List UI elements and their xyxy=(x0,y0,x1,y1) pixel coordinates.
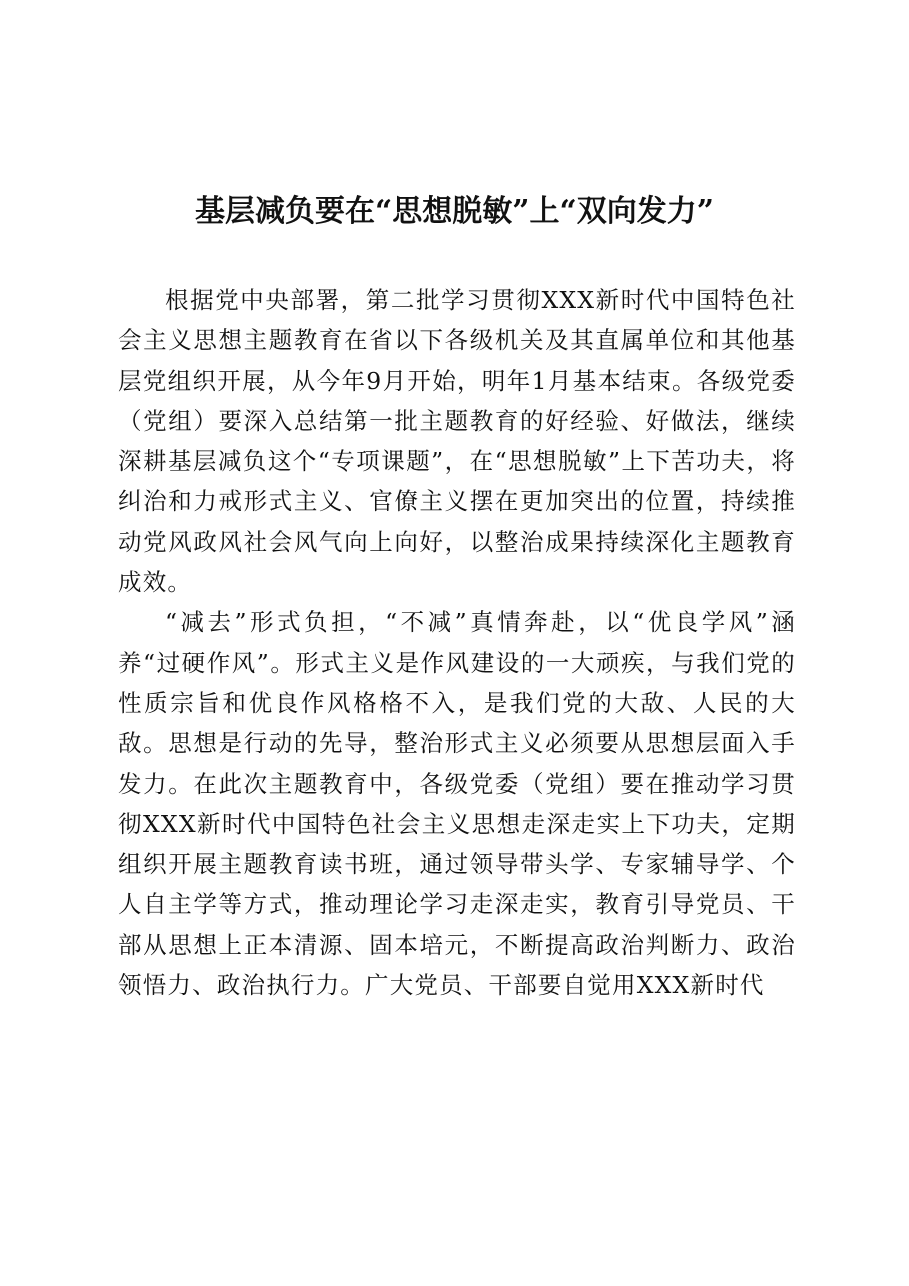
paragraph-1: 根据党中央部署，第二批学习贯彻XXX新时代中国特色社会主义思想主题教育在省以下各级机关及其直属单位和其他基层党组织开展，从今年9月开始，明年1月基本结束。各级党委（党组）要深入总结第一批主题教育的好经验、好做法，继续深耕基层减负这个“专项课题”，在“思想脱敏”上下苦功夫，将纠治和力戒形式主义、官僚主义摆在更加突出的位置，持续推动党风政风社会风气向上向好，以整治成果持续深化主题教育成效。 xyxy=(118,286,796,597)
document-title: 基层减负要在“思想脱敏”上“双向发力” xyxy=(194,194,715,229)
paragraph-2: “减去”形式负担，“不减”真情奔赴，以“优良学风”涵养“过硬作风”。形式主义是作风建设的一大顽疾，与我们党的性质宗旨和优良作风格格不入，是我们党的大敌、人民的大敌。思想是行动的先导，整治形式主义必须要从思想层面入手发力。在此次主题教育中，各级党委（党组）要在推动学习贯彻XXX新时代中国特色社会主义思想走深走实上下功夫，定期组织开展主题教育读书班，通过领导带头学、专家辅导学、个人自主学等方式，推动理论学习走深走实，教育引导党员、干部从思想上正本清源、固本培元，不断提高政治判断力、政治领悟力、政治执行力。广大党员、干部要自觉用XXX新时代 xyxy=(118,608,796,1000)
document-body xyxy=(118,280,796,1005)
